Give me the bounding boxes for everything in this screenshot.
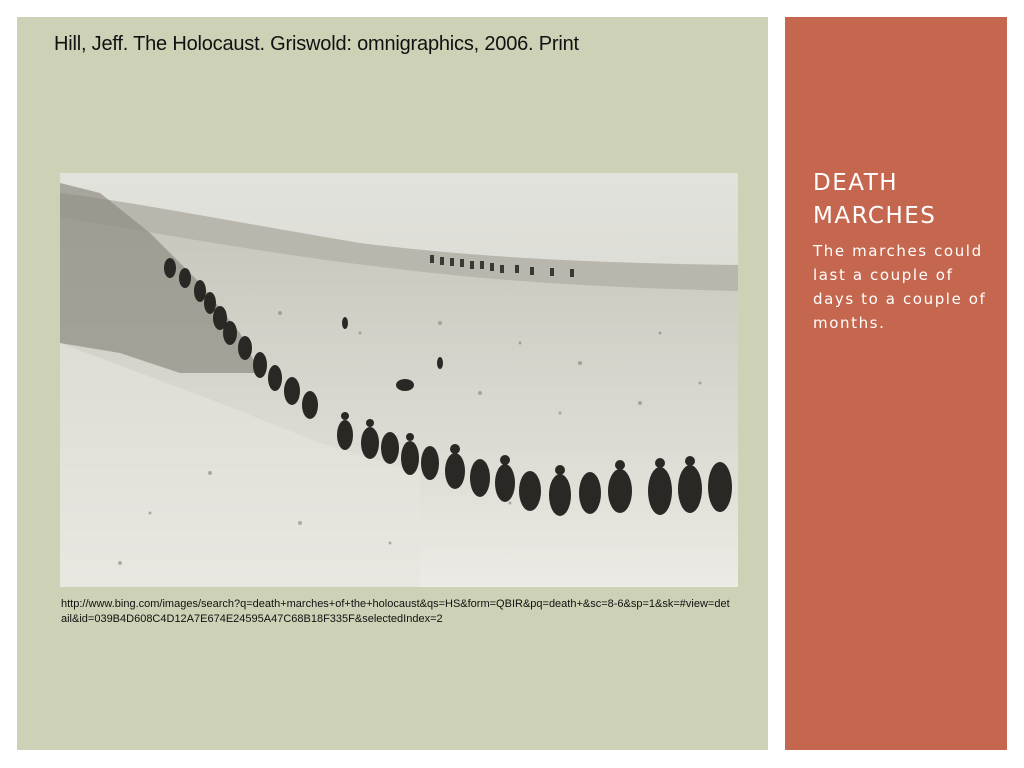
- slide-heading: DEATH MARCHES: [813, 170, 937, 229]
- citation-text: Hill, Jeff. The Holocaust. Griswold: omnigraphics, 2006. Print: [54, 33, 579, 55]
- content-panel: [17, 17, 768, 750]
- slide-body-text: The marches could last a couple of days to a couple of months.: [813, 242, 987, 332]
- image-source-url[interactable]: http://www.bing.com/images/search?q=death+marches+of+the+holocaust&qs=HS&form=QBIR&pq=death+&sc=8-6&sp=1&sk=#view=detail&id=039B4D608C4D12A7E674E24595A47C68B18F335F&selectedIndex=2: [61, 598, 730, 625]
- death-march-photo: [60, 173, 738, 587]
- title-panel: [785, 17, 1007, 750]
